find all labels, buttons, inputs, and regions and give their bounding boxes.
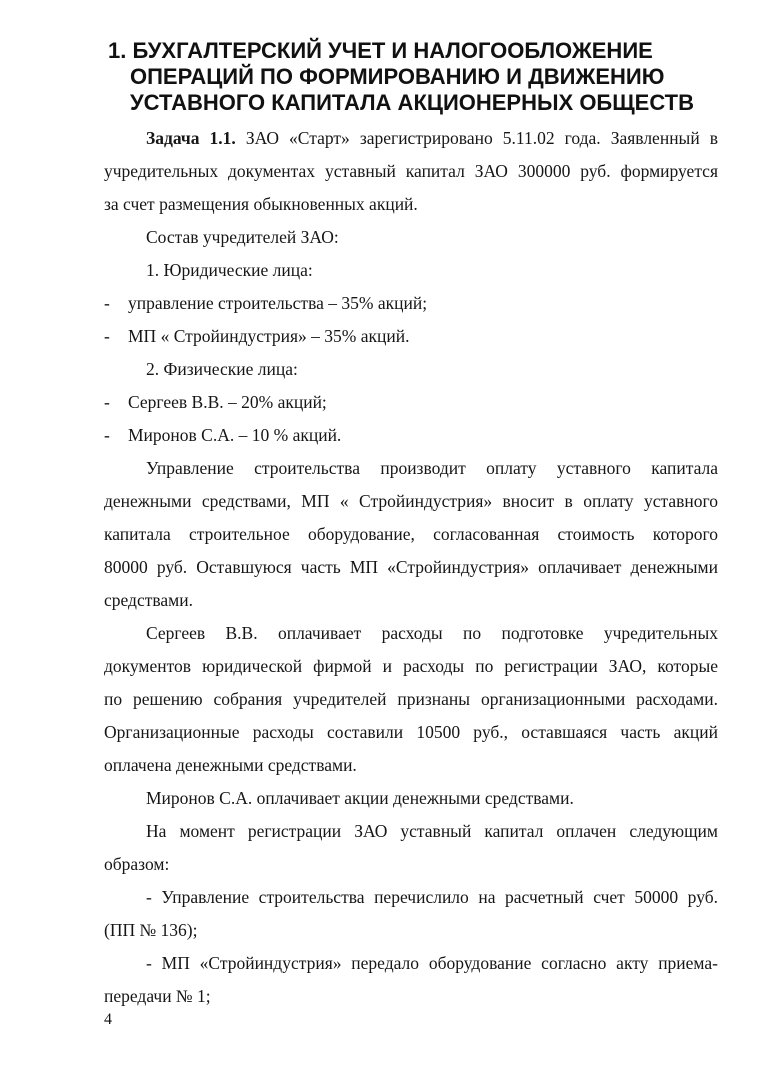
heading-line: 1. БУХГАЛТЕРСКИЙ УЧЕТ И НАЛОГООБЛОЖЕНИЕ: [108, 38, 653, 63]
list-item: Сергеев В.В. – 20% акций;: [128, 392, 327, 412]
paragraph-line: документов юридической фирмой и расходы по регистрации ЗАО, которые: [104, 656, 718, 676]
individuals-title: 2. Физические лица:: [146, 359, 298, 379]
section-heading: [108, 38, 708, 116]
paragraph-line: 80000 руб. Оставшуюся часть МП «Стройиндустрия» оплачивает денежными: [104, 557, 718, 577]
task-line: учредительных документах уставный капитал ЗАО 300000 руб. формируется: [104, 161, 718, 181]
payment-item-line: (ПП № 136);: [104, 920, 198, 940]
payment-item-line: - Управление строительства перечислило на расчетный счет 50000 руб.: [146, 887, 718, 907]
paragraph-line: Сергеев В.В. оплачивает расходы по подготовке учредительных: [146, 623, 718, 643]
payment-item-line: передачи № 1;: [104, 986, 211, 1006]
heading-line: УСТАВНОГО КАПИТАЛА АКЦИОНЕРНЫХ ОБЩЕСТВ: [130, 90, 694, 115]
paragraph-line: образом:: [104, 854, 170, 874]
task-line: за счет размещения обыкновенных акций.: [104, 194, 418, 214]
list-item: МП « Стройиндустрия» – 35% акций.: [128, 326, 410, 346]
list-item: Миронов С.А. – 10 % акций.: [128, 425, 342, 445]
payment-item-line: - МП «Стройиндустрия» передало оборудование согласно акту приема-: [146, 953, 718, 973]
list-dash: -: [104, 392, 110, 412]
list-dash: -: [104, 293, 110, 313]
paragraph-line: Организационные расходы составили 10500 руб., оставшаяся часть акций: [104, 722, 718, 742]
page-number: 4: [104, 1011, 112, 1028]
paragraph-line: средствами.: [104, 590, 193, 610]
paragraph-line: денежными средствами, МП « Стройиндустрия» вносит в оплату уставного: [104, 491, 718, 511]
paragraph-line: по решению собрания учредителей признаны организационными расходами.: [104, 689, 718, 709]
task-text: ЗАО «Старт» зарегистрировано 5.11.02 года. Заявленный в: [235, 128, 718, 148]
list-dash: -: [104, 425, 110, 445]
list-dash: -: [104, 326, 110, 346]
legal-entities-title: 1. Юридические лица:: [146, 260, 313, 280]
heading-line: ОПЕРАЦИЙ ПО ФОРМИРОВАНИЮ И ДВИЖЕНИЮ: [130, 64, 665, 89]
founders-title: Состав учредителей ЗАО:: [146, 227, 339, 247]
paragraph-line: Управление строительства производит оплату уставного капитала: [146, 458, 718, 478]
paragraph-line: На момент регистрации ЗАО уставный капитал оплачен следующим: [146, 821, 718, 841]
paragraph-line: капитала строительное оборудование, согласованная стоимость которого: [104, 524, 718, 544]
task-line: [146, 127, 718, 149]
paragraph-line: Миронов С.А. оплачивает акции денежными средствами.: [146, 788, 574, 808]
paragraph-line: оплачена денежными средствами.: [104, 755, 357, 775]
list-item: управление строительства – 35% акций;: [128, 293, 428, 313]
task-label: Задача 1.1.: [146, 128, 236, 148]
